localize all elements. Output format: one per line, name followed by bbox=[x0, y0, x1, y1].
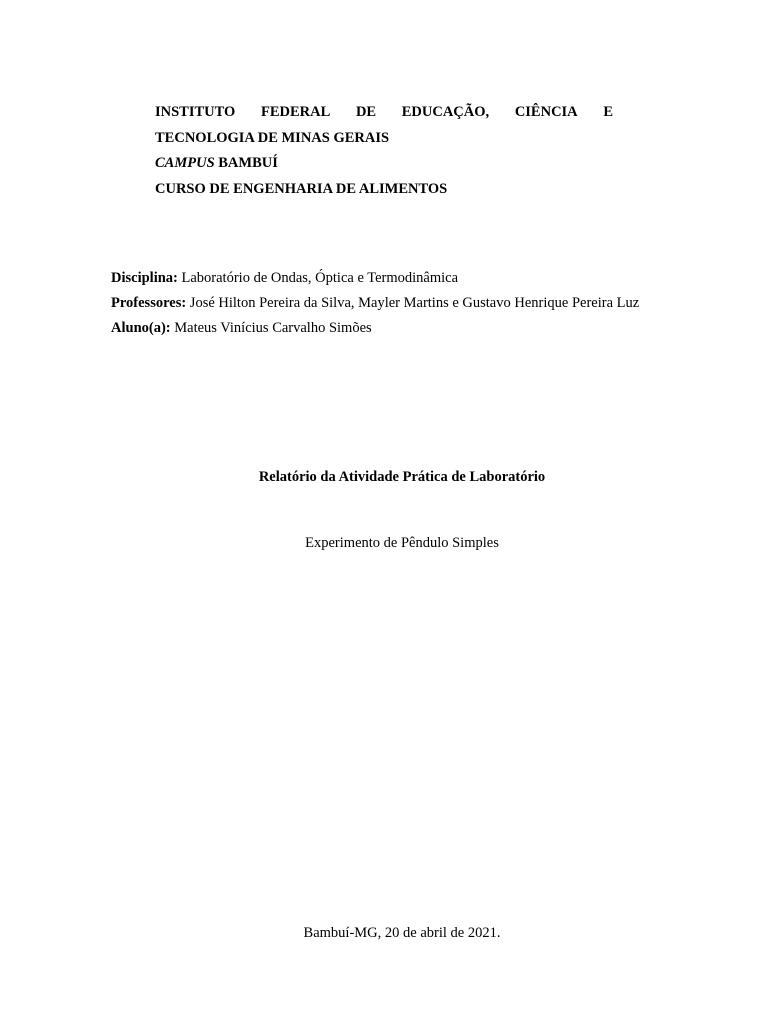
institution-word: CIÊNCIA bbox=[514, 104, 578, 120]
experiment-title: Experimento de Pêndulo Simples bbox=[305, 535, 499, 551]
professors-value: José Hilton Pereira da Silva, Mayler Martins e Gustavo Henrique Pereira Luz bbox=[186, 295, 640, 311]
course-info bbox=[111, 266, 711, 341]
institution-line-2: TECNOLOGIA DE MINAS GERAIS bbox=[155, 129, 390, 146]
place-date: Bambuí-MG, 20 de abril de 2021. bbox=[303, 925, 501, 941]
student-value: Mateus Vinícius Carvalho Simões bbox=[170, 320, 372, 336]
discipline-label: Disciplina: bbox=[111, 270, 178, 286]
campus-label: CAMPUS bbox=[155, 155, 215, 171]
discipline-line bbox=[111, 266, 711, 291]
institution-header bbox=[155, 100, 613, 202]
student-label: Aluno(a): bbox=[111, 320, 171, 336]
institution-word: E bbox=[603, 104, 613, 120]
campus-line bbox=[155, 151, 613, 177]
course-line: CURSO DE ENGENHARIA DE ALIMENTOS bbox=[155, 180, 448, 197]
student-line bbox=[111, 316, 711, 341]
report-title: Relatório da Atividade Prática de Laboratório bbox=[258, 469, 546, 485]
campus-name: BAMBUÍ bbox=[214, 155, 278, 171]
institution-word: FEDERAL bbox=[260, 104, 331, 120]
institution-word: EDUCAÇÃO, bbox=[401, 104, 490, 120]
professors-line bbox=[111, 291, 711, 316]
institution-line-1 bbox=[155, 100, 613, 126]
institution-word: DE bbox=[355, 104, 377, 120]
discipline-value: Laboratório de Ondas, Óptica e Termodinâmica bbox=[177, 270, 459, 286]
professors-label: Professores: bbox=[111, 295, 187, 311]
institution-word: INSTITUTO bbox=[155, 104, 236, 120]
